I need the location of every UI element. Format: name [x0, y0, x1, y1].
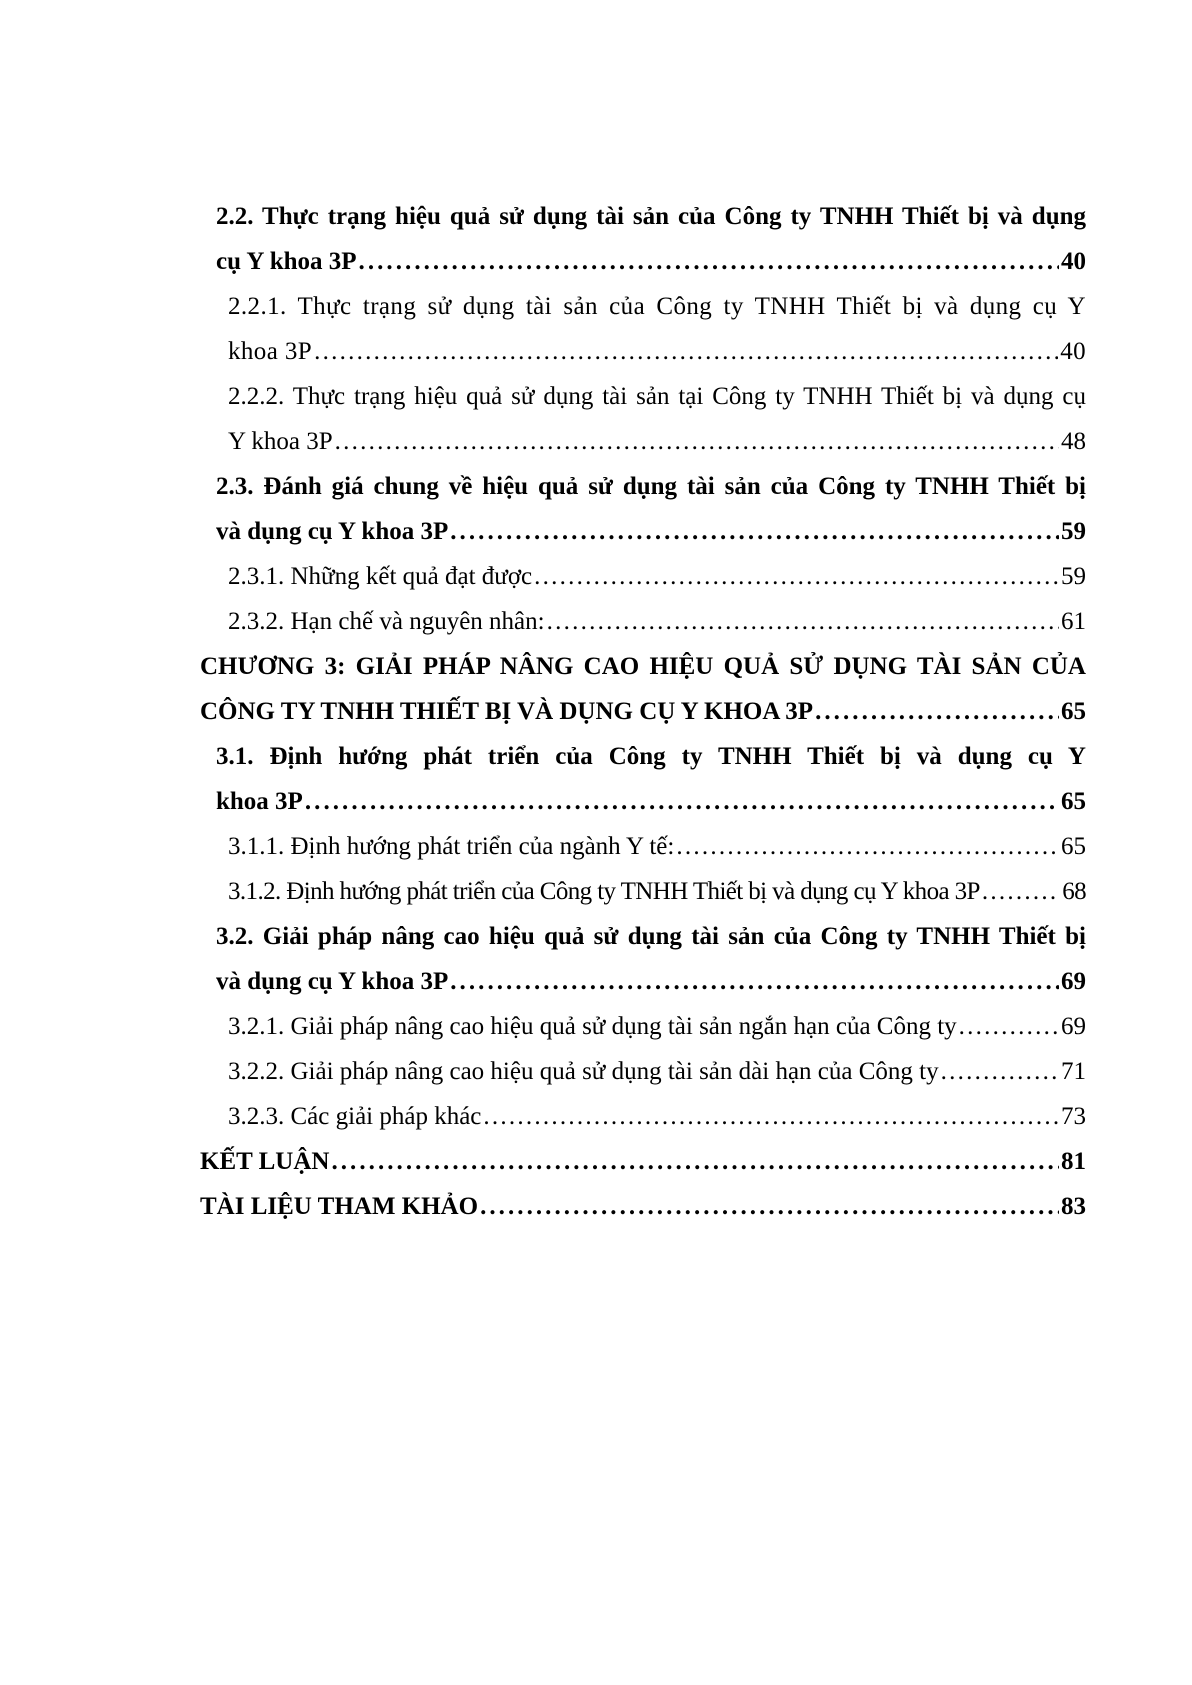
- dot-leader: [941, 1049, 1059, 1094]
- toc-entry-title: 2.3.1. Những kết quả đạt được: [228, 563, 533, 590]
- toc-entry-title-line2: và dụng cụ Y khoa 3P: [216, 968, 449, 995]
- dot-leader: [534, 554, 1059, 599]
- toc-entry-references[interactable]: [200, 1184, 1086, 1229]
- toc-entry-3-2-2[interactable]: [228, 1049, 1086, 1094]
- toc-entry-title-line1: 2.2. Thực trạng hiệu quả sử dụng tài sản của Công ty TNHH Thiết bị và dụng: [216, 203, 1086, 230]
- dot-leader: [982, 869, 1060, 914]
- toc-entry-chapter-3[interactable]: [200, 644, 1086, 734]
- dot-leader: [483, 1094, 1059, 1139]
- toc-page-number: 65: [1061, 698, 1086, 725]
- toc-entry-title-line2: khoa 3P: [228, 338, 313, 365]
- dot-leader: [305, 779, 1059, 824]
- toc-entry-title-line1: 2.3. Đánh giá chung về hiệu quả sử dụng tài sản của Công ty TNHH Thiết bị: [216, 473, 1086, 500]
- dot-leader: [676, 824, 1059, 869]
- toc-page-number: 73: [1061, 1103, 1086, 1130]
- dot-leader: [314, 329, 1058, 374]
- toc-entry-2-3[interactable]: [216, 464, 1086, 554]
- toc-entry-3-2-3[interactable]: [228, 1094, 1086, 1139]
- toc-entry-3-2-1[interactable]: [228, 1004, 1086, 1049]
- toc-entry-2-3-2[interactable]: [228, 599, 1086, 644]
- dot-leader: [815, 689, 1059, 734]
- toc-entry-title: KẾT LUẬN: [200, 1148, 330, 1175]
- toc-entry-3-2[interactable]: [216, 914, 1086, 1004]
- toc-entry-title-line2: cụ Y khoa 3P: [216, 248, 357, 275]
- dot-leader: [450, 509, 1059, 554]
- toc-entry-title: 3.1.2. Định hướng phát triển của Công ty TNHH Thiết bị và dụng cụ Y khoa 3P: [228, 878, 980, 905]
- toc-entry-title-line2: và dụng cụ Y khoa 3P: [216, 518, 449, 545]
- toc-entry-3-1[interactable]: [216, 734, 1086, 824]
- toc-page-number: 61: [1061, 608, 1086, 635]
- toc-page-number: 48: [1061, 428, 1086, 455]
- toc-entry-title: 3.2.2. Giải pháp nâng cao hiệu quả sử dụng tài sản dài hạn của Công ty: [228, 1058, 939, 1085]
- dot-leader: [547, 599, 1059, 644]
- toc-entry-2-2[interactable]: [216, 194, 1086, 284]
- toc-page-number: 69: [1061, 1013, 1086, 1040]
- toc-entry-title-line1: 2.2.2. Thực trạng hiệu quả sử dụng tài sản tại Công ty TNHH Thiết bị và dụng cụ: [228, 383, 1086, 410]
- toc-page-number: 40: [1060, 338, 1086, 365]
- toc-page-number: 69: [1061, 968, 1086, 995]
- toc-entry-title: TÀI LIỆU THAM KHẢO: [200, 1193, 479, 1220]
- toc-page-number: 65: [1061, 788, 1086, 815]
- toc-entry-title: 3.2.1. Giải pháp nâng cao hiệu quả sử dụng tài sản ngắn hạn của Công ty: [228, 1013, 957, 1040]
- toc-entry-title: 3.2.3. Các giải pháp khác: [228, 1103, 482, 1130]
- table-of-contents: [0, 194, 1192, 1229]
- toc-page-number: 65: [1061, 833, 1086, 860]
- toc-entry-3-1-2[interactable]: [228, 869, 1086, 914]
- dot-leader: [331, 1139, 1059, 1184]
- toc-page-number: 68: [1062, 878, 1086, 905]
- toc-entry-3-1-1[interactable]: [228, 824, 1086, 869]
- toc-page-number: 81: [1061, 1148, 1086, 1175]
- toc-entry-2-2-2[interactable]: [228, 374, 1086, 464]
- toc-entry-title: 3.1.1. Định hướng phát triển của ngành Y tế:: [228, 833, 675, 860]
- dot-leader: [480, 1184, 1059, 1229]
- toc-entry-2-3-1[interactable]: [228, 554, 1086, 599]
- toc-entry-title-line1: 3.1. Định hướng phát triển của Công ty TNHH Thiết bị và dụng cụ Y: [216, 743, 1086, 770]
- toc-entry-title-line1: CHƯƠNG 3: GIẢI PHÁP NÂNG CAO HIỆU QUẢ SỬ DỤNG TÀI SẢN CỦA: [200, 653, 1086, 680]
- toc-entry-title-line1: 2.2.1. Thực trạng sử dụng tài sản của Công ty TNHH Thiết bị và dụng cụ Y: [228, 293, 1086, 320]
- dot-leader: [335, 419, 1059, 464]
- dot-leader: [959, 1004, 1059, 1049]
- toc-page-number: 83: [1061, 1193, 1086, 1220]
- toc-entry-title-line2: CÔNG TY TNHH THIẾT BỊ VÀ DỤNG CỤ Y KHOA 3P: [200, 698, 814, 725]
- toc-entry-2-2-1[interactable]: [228, 284, 1086, 374]
- toc-entry-title-line1: 3.2. Giải pháp nâng cao hiệu quả sử dụng tài sản của Công ty TNHH Thiết bị: [216, 923, 1086, 950]
- toc-page-number: 59: [1061, 518, 1086, 545]
- toc-page-number: 59: [1061, 563, 1086, 590]
- toc-entry-title-line2: Y khoa 3P: [228, 428, 333, 455]
- toc-entry-title: 2.3.2. Hạn chế và nguyên nhân:: [228, 608, 545, 635]
- toc-entry-title-line2: khoa 3P: [216, 788, 303, 815]
- toc-page-number: 71: [1061, 1058, 1086, 1085]
- toc-page-number: 40: [1061, 248, 1086, 275]
- dot-leader: [359, 239, 1059, 284]
- dot-leader: [450, 959, 1059, 1004]
- toc-entry-conclusion[interactable]: [200, 1139, 1086, 1184]
